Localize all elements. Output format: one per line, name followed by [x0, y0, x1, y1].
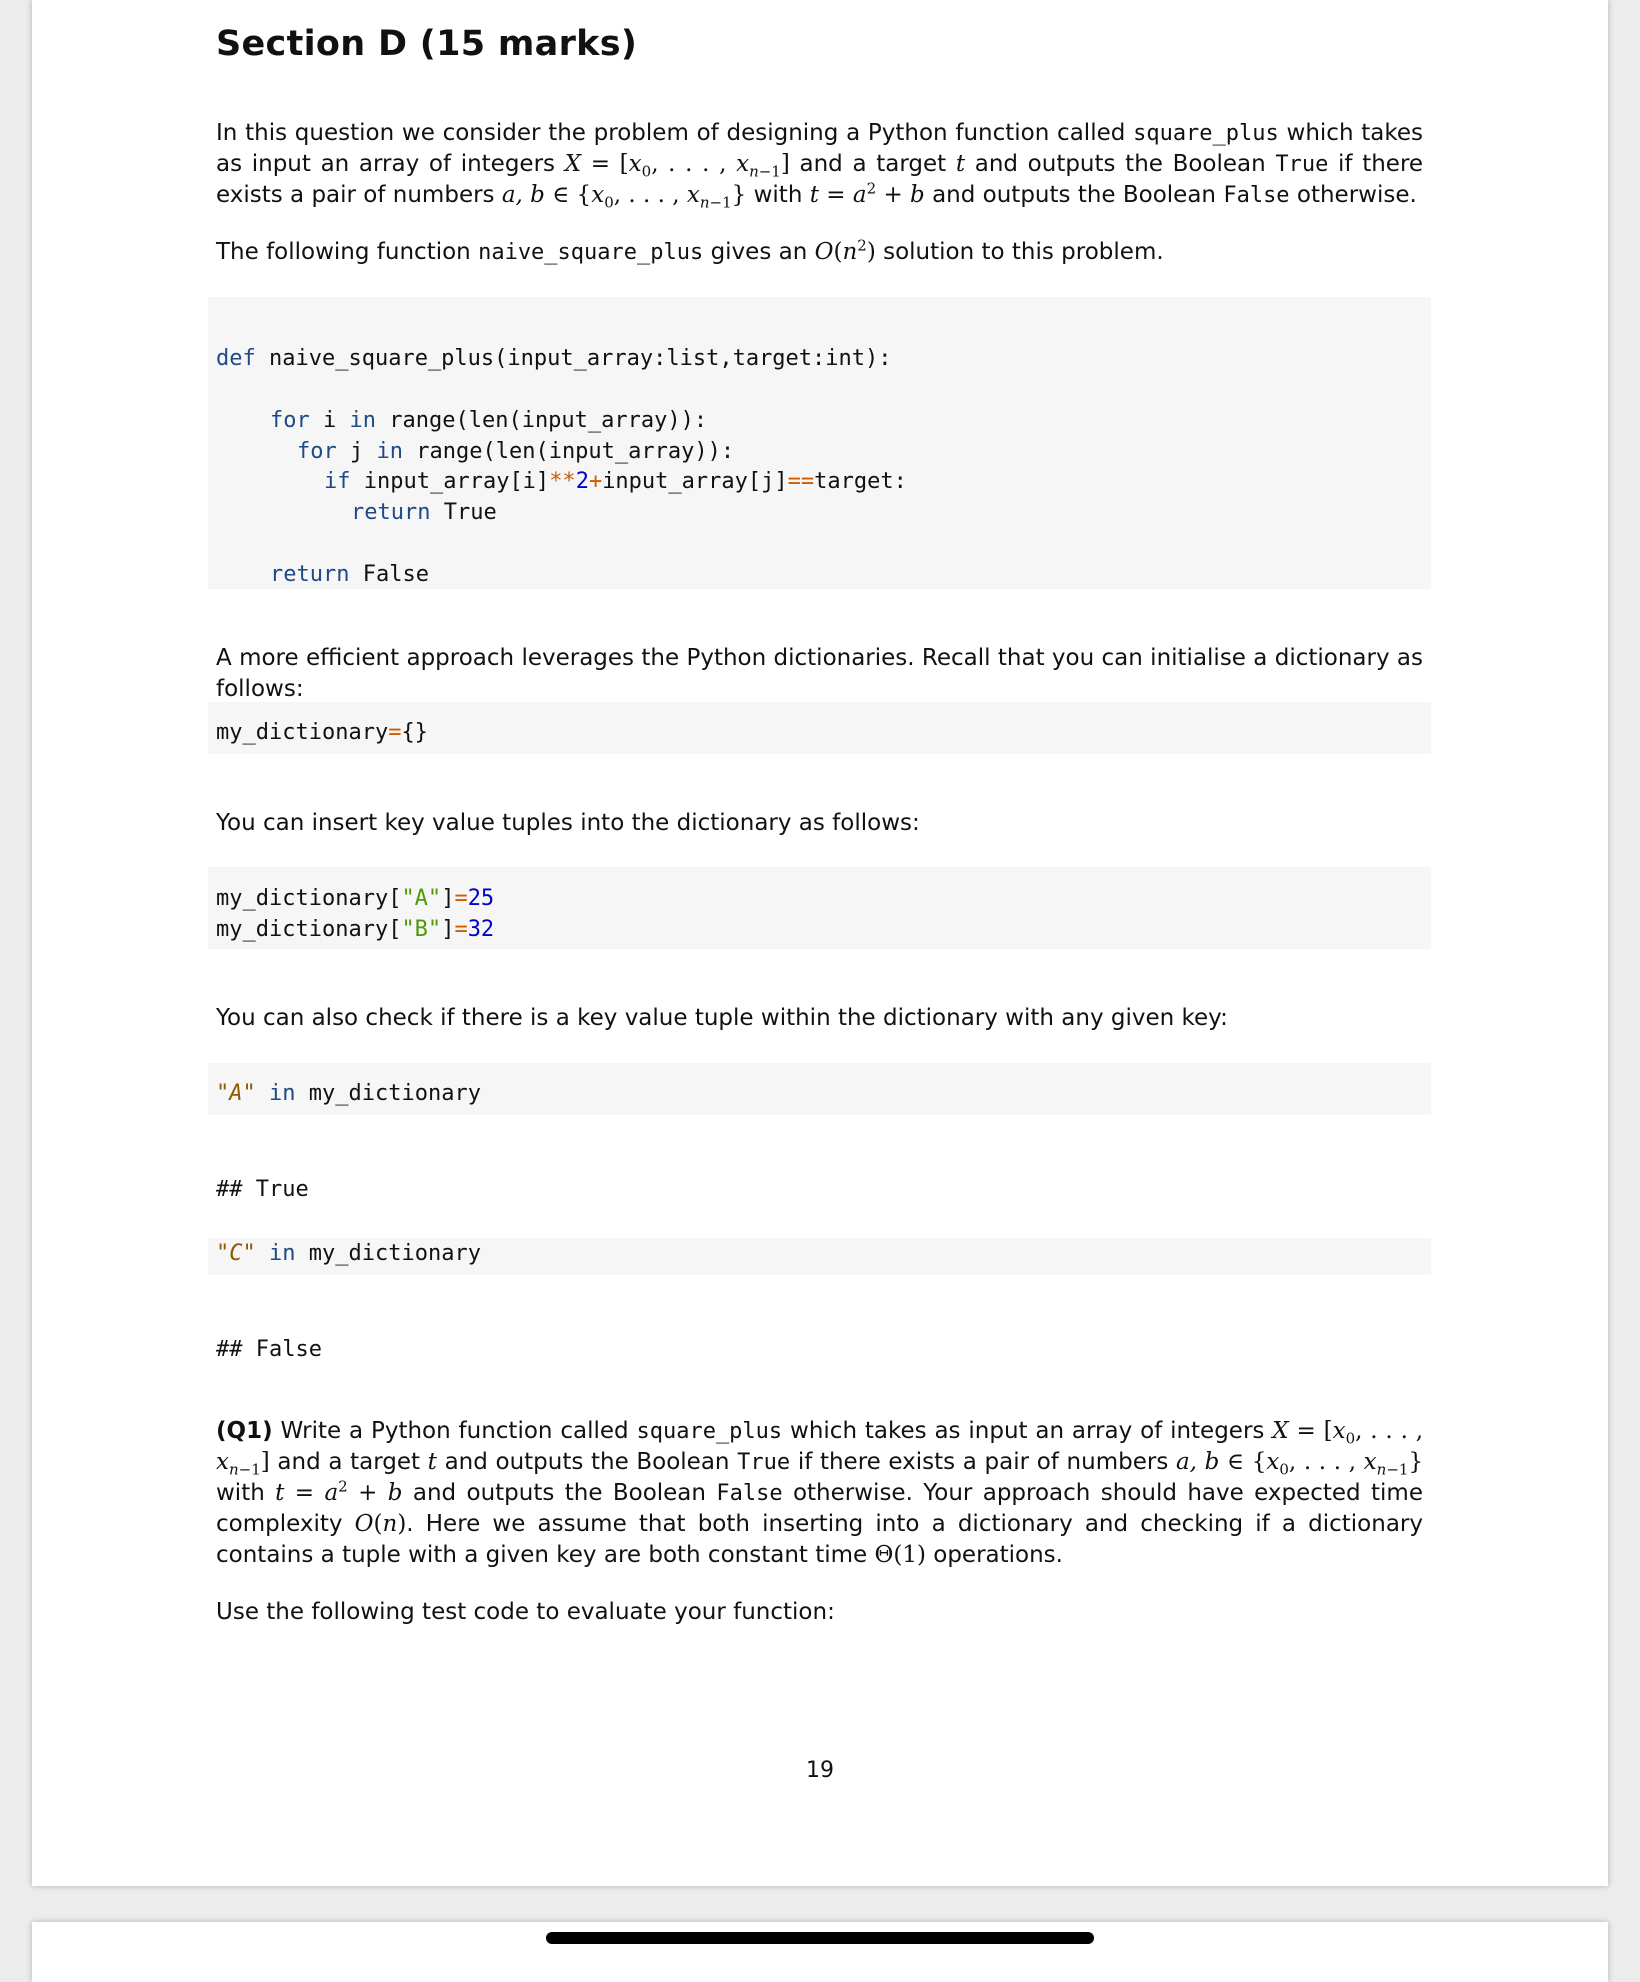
- intro-paragraph: In this question we consider the problem of designing a Python function called square_plus which takes as input an array of integers $X = [x_0$, . . . , $x_{n-1}$] and a target t and outputs the Boolean True if there exists a pair of numbers a, b ∈ {$x_0$, . . . , $x_{n-1}$} with $t = a^2 + b$ and outputs the Boolean False otherwise.: [216, 120, 1424, 212]
- code-line-insert-a: my_dictionary["A"]=25: [216, 886, 495, 911]
- output-check-a: ## True: [216, 1177, 309, 1202]
- code-line-return-false: return False: [270, 562, 429, 587]
- code-line-insert-b: my_dictionary["B"]=32: [216, 917, 495, 942]
- check-intro-paragraph: You can also check if there is a key value tuple within the dictionary with any given key:: [216, 1005, 1228, 1031]
- code-line-dict-init: my_dictionary={}: [216, 720, 428, 745]
- output-check-c: ## False: [216, 1337, 322, 1362]
- code-line-for-j: for j in range(len(input_array)):: [297, 439, 735, 464]
- code-line-if: if input_array[i]**2+input_array[j]==target:: [324, 469, 907, 494]
- section-title: Section D (15 marks): [216, 24, 638, 64]
- home-indicator-bar[interactable]: [546, 1932, 1094, 1944]
- code-line-check-c: "C" in my_dictionary: [216, 1241, 481, 1266]
- q1-label: (Q1): [216, 1418, 273, 1444]
- test-intro-paragraph: Use the following test code to evaluate your function:: [216, 1599, 835, 1625]
- code-line-def: def naive_square_plus(input_array:list,target:int):: [216, 346, 892, 371]
- code-line-for-i: for i in range(len(input_array)):: [270, 408, 708, 433]
- page-number: 19: [806, 1758, 834, 1783]
- naive-sentence: The following function naive_square_plus gives an $O(n^2)$ solution to this problem.: [216, 236, 1164, 265]
- dict-intro-paragraph: A more efficient approach leverages the Python dictionaries. Recall that you can initialise a dictionary as follows:: [216, 645, 1423, 702]
- question-q1: (Q1) Write a Python function called square_plus which takes as input an array of integers $X = [x_0$, . . . , $x_{n-1}$] and a target t and outputs the Boolean True if there exists a pair of numbers a, b ∈ {$x_0$, . . . , $x_{n-1}$} with $t = a^2 + b$ and outputs the Boolean False otherwise. Your approach should have expected time complexity O(n). Here we assume that both inserting into a dictionary and checking if a dictionary contains a tuple with a given key are both constant time Θ(1) operations.: [216, 1418, 1424, 1568]
- code-line-return-true: return True: [351, 500, 497, 525]
- insert-intro-paragraph: You can insert key value tuples into the dictionary as follows:: [216, 810, 920, 836]
- next-page-edge: [32, 1922, 1608, 1982]
- code-line-check-a: "A" in my_dictionary: [216, 1081, 481, 1106]
